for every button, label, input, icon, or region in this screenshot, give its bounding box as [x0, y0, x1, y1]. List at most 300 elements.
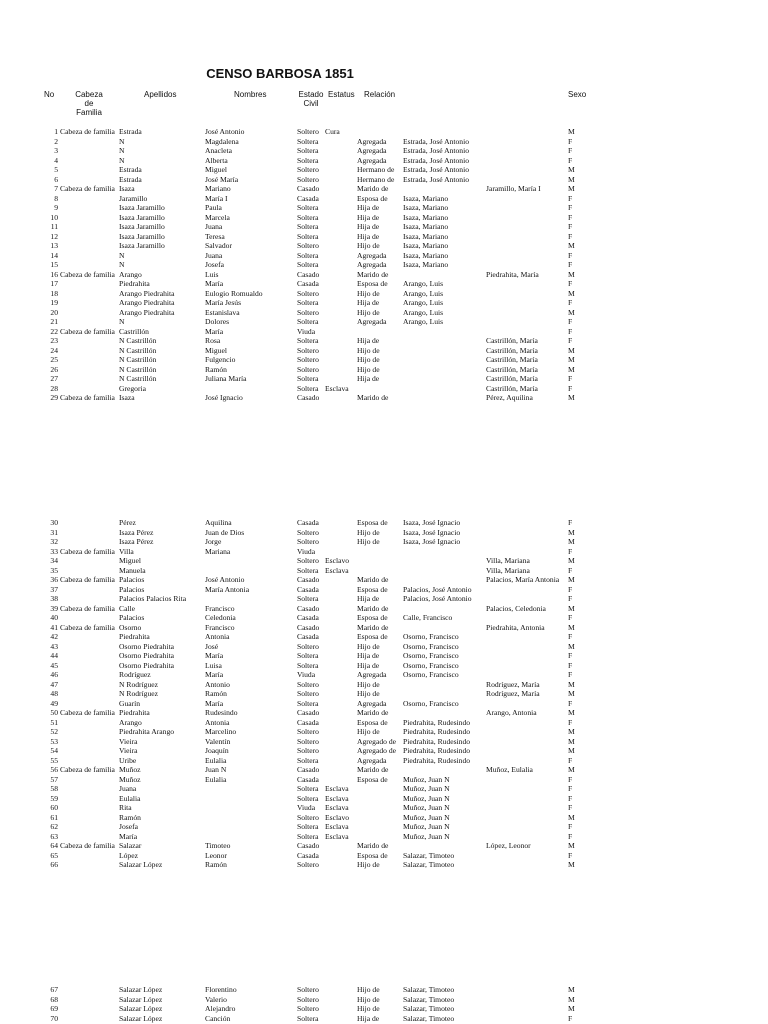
cell-nombres: Leonor [205, 850, 227, 860]
cell-referencia: Piedrahita, Rudesindo [403, 755, 471, 765]
cell-nombres: Anacleta [205, 146, 232, 155]
cell-sexo: M [568, 1004, 575, 1013]
cell-apellidos: N [119, 155, 125, 165]
cell-referencia: Estrada, José Antonio [403, 155, 470, 165]
cell-estado-civil: Soltero [297, 985, 319, 994]
table-row [0, 556, 768, 566]
cell-sexo: M [568, 679, 575, 689]
cell-relacion: Hijo de [357, 1004, 380, 1013]
cell-sexo: F [568, 793, 573, 803]
cell-estado-civil: Casada [297, 193, 319, 203]
cell-nombres: Fulgencio [205, 355, 236, 364]
cell-estado-civil: Soltera [297, 136, 319, 146]
cell-row-number: 28 [50, 383, 58, 393]
cell-referencia: Muñoz, Juan N [403, 822, 450, 831]
cell-row-number: 18 [50, 288, 58, 298]
cell-row-number: 10 [50, 212, 58, 222]
cell-estado-civil: Soltero [297, 860, 319, 869]
cell-estado-civil: Casado [297, 841, 320, 850]
cell-cabeza-de-familia: Cabeza de familia [60, 184, 115, 193]
cell-estado-civil: Viuda [297, 670, 316, 679]
cell-sexo: F [568, 326, 573, 336]
table-row [0, 547, 768, 557]
cell-estado-civil: Soltero [297, 1004, 319, 1013]
table-row [0, 851, 768, 861]
table-row [0, 222, 768, 232]
cell-sexo: F [568, 136, 573, 146]
cell-estado-civil: Casado [297, 708, 320, 717]
cell-row-number: 65 [50, 850, 58, 860]
cell-estado-civil: Soltero [297, 556, 319, 565]
cell-estatus: Esclavo [325, 556, 350, 565]
cell-row-number: 35 [50, 565, 58, 575]
cell-relacion: Hija de [357, 298, 380, 307]
cell-apellidos: Arango [119, 717, 142, 727]
cell-row-number: 36 [50, 575, 58, 584]
cell-apellidos: Castrillón [119, 326, 149, 336]
cell-sexo: F [568, 584, 573, 594]
cell-row-number: 57 [50, 774, 58, 784]
cell-row-number: 40 [50, 613, 58, 622]
cell-relacion: Hijo de [357, 994, 380, 1004]
cell-estado-civil: Casada [297, 584, 319, 594]
cell-referencia: Muñoz, Juan N [403, 831, 450, 841]
cell-row-number: 53 [50, 736, 58, 746]
cell-apellidos: Palacios [119, 575, 145, 584]
cell-estatus: Esclava [325, 565, 349, 575]
cell-nombres: Mariano [205, 184, 231, 193]
cell-row-number: 55 [50, 755, 58, 765]
table-row [0, 1014, 768, 1024]
cell-relacion: Marido de [357, 393, 389, 402]
cell-sexo: F [568, 222, 573, 231]
cell-estado-civil: Casada [297, 632, 319, 641]
cell-relacion: Marido de [357, 184, 389, 193]
cell-apellidos: Isaza Jaramillo [119, 231, 165, 241]
cell-sexo: M [568, 355, 575, 364]
cell-relacion: Marido de [357, 269, 389, 279]
cell-referencia: Osorno, Francisco [403, 651, 459, 660]
cell-estado-civil: Soltera [297, 660, 319, 670]
cell-cabeza-de-familia: Cabeza de familia [60, 127, 115, 136]
cell-nombres: Celedonia [205, 613, 236, 622]
cell-sexo: F [568, 374, 573, 383]
cell-apellidos: Isaza [119, 393, 135, 402]
cell-estado-civil: Soltero [297, 641, 319, 651]
cell-row-number: 42 [50, 632, 58, 641]
cell-sexo: M [568, 345, 575, 355]
cell-nombres: Jorge [205, 537, 222, 546]
cell-relacion: Agregada [357, 317, 387, 326]
cell-estado-civil: Soltera [297, 222, 319, 231]
cell-apellidos: Estrada [119, 165, 142, 174]
cell-relacion: Hijo de [357, 641, 380, 651]
cell-sexo: F [568, 660, 573, 670]
cell-estado-civil: Soltero [297, 355, 319, 364]
table-row [0, 651, 768, 661]
table-row [0, 384, 768, 394]
cell-row-number: 8 [54, 193, 58, 203]
cell-nombres: Eulalia [205, 774, 227, 784]
cell-apellidos: Estrada [119, 127, 142, 136]
cell-sexo: F [568, 279, 573, 288]
cell-apellidos: Palacios Palacios Rita [119, 594, 187, 603]
cell-apellidos: Arango Piedrahita [119, 307, 175, 317]
cell-estado-civil: Soltera [297, 831, 319, 841]
cell-sexo: F [568, 717, 573, 727]
cell-estado-civil: Soltera [297, 203, 319, 212]
cell-apellidos: Guarín [119, 698, 141, 708]
cell-sexo: M [568, 241, 575, 250]
cell-relacion: Hija de [357, 212, 380, 222]
cell-sexo: M [568, 812, 575, 822]
cell-row-number: 11 [50, 222, 58, 231]
cell-nombres: María [205, 651, 224, 660]
cell-sexo: M [568, 364, 575, 374]
cell-referencia-cabeza: Castrillón, María [486, 336, 538, 345]
cell-sexo: M [568, 641, 575, 651]
table-row [0, 575, 768, 585]
cell-apellidos: Arango [119, 269, 142, 279]
table-row [0, 346, 768, 356]
cell-estado-civil: Viuda [297, 326, 316, 336]
cell-row-number: 34 [50, 556, 58, 565]
table-row [0, 355, 768, 365]
cell-relacion: Hijo de [357, 727, 380, 736]
cell-relacion: Hija de [357, 203, 380, 212]
cell-nombres: Rudesindo [205, 708, 238, 717]
cell-row-number: 67 [50, 985, 58, 994]
cell-sexo: M [568, 985, 575, 994]
cell-row-number: 60 [50, 803, 58, 812]
cell-estado-civil: Soltero [297, 345, 319, 355]
cell-nombres: Florentino [205, 985, 237, 994]
cell-apellidos: María [119, 831, 138, 841]
cell-row-number: 56 [50, 765, 58, 774]
table-row [0, 308, 768, 318]
cell-nombres: Juan de Dios [205, 527, 245, 537]
cell-sexo: M [568, 307, 575, 317]
cell-referencia-cabeza: Palacios, Celedonia [486, 603, 546, 613]
cell-row-number: 7 [54, 184, 58, 193]
cell-referencia-cabeza: López, Leonor [486, 841, 531, 850]
cell-estado-civil: Soltera [297, 594, 319, 603]
cell-apellidos: Piedrahita [119, 632, 150, 641]
table-row [0, 832, 768, 842]
cell-estado-civil: Soltera [297, 146, 319, 155]
cell-cabeza-de-familia: Cabeza de familia [60, 326, 115, 336]
cell-row-number: 66 [50, 860, 58, 869]
cell-nombres: Antonia [205, 632, 230, 641]
cell-nombres: Francisco [205, 603, 235, 613]
cell-sexo: M [568, 556, 575, 565]
cell-row-number: 5 [54, 165, 58, 174]
cell-apellidos: Muñoz [119, 774, 141, 784]
cell-cabeza-de-familia: Cabeza de familia [60, 546, 115, 556]
cell-nombres: Alberta [205, 155, 228, 165]
cell-apellidos: N [119, 136, 125, 146]
cell-sexo: F [568, 250, 573, 260]
table-row [0, 642, 768, 652]
cell-estado-civil: Soltera [297, 260, 319, 269]
cell-row-number: 37 [50, 584, 58, 594]
cell-referencia-cabeza: Piedrahita, María [486, 269, 539, 279]
cell-referencia-cabeza: Castrillón, María [486, 374, 538, 383]
cell-sexo: F [568, 594, 573, 603]
cell-row-number: 25 [50, 355, 58, 364]
cell-relacion: Hijo de [357, 860, 380, 869]
cell-sexo: M [568, 165, 575, 174]
cell-referencia: Salazar, Timoteo [403, 1013, 455, 1023]
cell-apellidos: Uribe [119, 755, 137, 765]
table-row [0, 794, 768, 804]
cell-nombres: Luis [205, 269, 219, 279]
table-row [0, 756, 768, 766]
cell-apellidos: Vieira [119, 736, 138, 746]
cell-nombres: Valentín [205, 736, 231, 746]
cell-apellidos: Vieira [119, 746, 138, 755]
cell-estado-civil: Casado [297, 765, 320, 774]
cell-nombres: María Antonia [205, 584, 250, 594]
cell-nombres: Miguel [205, 165, 227, 174]
table-row [0, 146, 768, 156]
cell-nombres: Canción [205, 1013, 231, 1023]
cell-row-number: 2 [54, 136, 58, 146]
cell-referencia: Muñoz, Juan N [403, 803, 450, 812]
cell-estado-civil: Soltera [297, 298, 319, 307]
cell-relacion: Hijo de [357, 241, 380, 250]
cell-row-number: 21 [50, 317, 58, 326]
cell-nombres: Paula [205, 203, 222, 212]
cell-estado-civil: Soltera [297, 651, 319, 660]
cell-nombres: María I [205, 193, 228, 203]
table-row [0, 708, 768, 718]
cell-row-number: 61 [50, 812, 58, 822]
cell-estado-civil: Casado [297, 393, 320, 402]
cell-apellidos: Isaza Pérez [119, 527, 154, 537]
cell-estado-civil: Soltera [297, 250, 319, 260]
cell-sexo: F [568, 518, 573, 527]
table-row [0, 803, 768, 813]
table-row [0, 289, 768, 299]
cell-sexo: F [568, 698, 573, 708]
cell-relacion: Hija de [357, 222, 380, 231]
table-row [0, 765, 768, 775]
cell-relacion: Esposa de [357, 613, 388, 622]
cell-sexo: M [568, 994, 575, 1004]
cell-estatus: Cura [325, 127, 340, 136]
cell-apellidos: Salazar [119, 841, 142, 850]
cell-referencia: Arango, Luis [403, 298, 444, 307]
cell-sexo: F [568, 203, 573, 212]
cell-apellidos: N Castrillón [119, 336, 157, 345]
cell-nombres: Juan N [205, 765, 227, 774]
cell-estado-civil: Casado [297, 622, 320, 632]
cell-estado-civil: Soltero [297, 288, 319, 298]
cell-apellidos: N [119, 146, 125, 155]
cell-row-number: 32 [50, 537, 58, 546]
cell-referencia: Estrada, José Antonio [403, 165, 470, 174]
cell-row-number: 44 [50, 651, 58, 660]
cell-relacion: Marido de [357, 765, 389, 774]
cell-referencia-cabeza: Castrillón, María [486, 355, 538, 364]
cell-estado-civil: Casada [297, 613, 319, 622]
cell-estado-civil: Soltera [297, 793, 319, 803]
cell-cabeza-de-familia: Cabeza de familia [60, 841, 115, 850]
cell-nombres: Timoteo [205, 841, 231, 850]
cell-relacion: Esposa de [357, 279, 388, 288]
cell-nombres: José Ignacio [205, 393, 243, 402]
cell-nombres: Juana [205, 222, 223, 231]
table-row [0, 528, 768, 538]
cell-estado-civil: Casado [297, 184, 320, 193]
table-row [0, 232, 768, 242]
cell-row-number: 30 [50, 518, 58, 527]
table-row [0, 127, 768, 137]
table-row [0, 298, 768, 308]
cell-apellidos: Arango Piedrahita [119, 288, 175, 298]
cell-nombres: Juana [205, 250, 223, 260]
cell-apellidos: Isaza Jaramillo [119, 203, 165, 212]
table-row [0, 613, 768, 623]
cell-referencia-cabeza: Rodríguez, María [486, 679, 540, 689]
cell-referencia: Palacios, José Antonio [403, 584, 472, 594]
table-row [0, 365, 768, 375]
cell-estado-civil: Soltero [297, 241, 319, 250]
cell-row-number: 20 [50, 307, 58, 317]
cell-relacion: Hijo de [357, 985, 380, 994]
cell-relacion: Marido de [357, 603, 389, 613]
cell-row-number: 58 [50, 784, 58, 793]
cell-apellidos: Salazar López [119, 985, 163, 994]
cell-relacion: Agregada [357, 755, 387, 765]
cell-referencia: Salazar, Timoteo [403, 994, 455, 1004]
cell-referencia: Arango, Luis [403, 317, 444, 326]
cell-sexo: F [568, 651, 573, 660]
cell-estatus: Esclava [325, 831, 349, 841]
cell-row-number: 16 [50, 269, 58, 279]
cell-row-number: 29 [50, 393, 58, 402]
cell-nombres: Ramón [205, 689, 227, 698]
cell-sexo: M [568, 575, 575, 584]
cell-estado-civil: Soltero [297, 127, 319, 136]
cell-sexo: F [568, 336, 573, 345]
cell-estado-civil: Soltera [297, 231, 319, 241]
cell-sexo: F [568, 383, 573, 393]
cell-sexo: F [568, 774, 573, 784]
cell-nombres: María [205, 326, 224, 336]
cell-sexo: F [568, 155, 573, 165]
cell-referencia: Calle, Francisco [403, 613, 453, 622]
cell-nombres: María [205, 279, 224, 288]
cell-referencia-cabeza: Villa, Mariana [486, 565, 530, 575]
cell-row-number: 50 [50, 708, 58, 717]
cell-referencia: Muñoz, Juan N [403, 784, 450, 793]
cell-apellidos: Rodríguez [119, 670, 151, 679]
cell-apellidos: Eulalia [119, 793, 141, 803]
cell-referencia: Osorno, Francisco [403, 698, 459, 708]
cell-referencia: Isaza, Mariano [403, 222, 449, 231]
table-row [0, 317, 768, 327]
cell-sexo: F [568, 831, 573, 841]
cell-relacion: Esposa de [357, 774, 388, 784]
cell-sexo: F [568, 193, 573, 203]
cell-row-number: 51 [50, 717, 58, 727]
header-cabeza-de-familia [72, 90, 106, 117]
table-row [0, 995, 768, 1005]
cell-relacion: Hija de [357, 1013, 380, 1023]
cell-estado-civil: Casada [297, 850, 319, 860]
cell-apellidos: Salazar López [119, 994, 163, 1004]
cell-sexo: F [568, 1013, 573, 1023]
cell-relacion: Marido de [357, 622, 389, 632]
table-row [0, 689, 768, 699]
cell-apellidos: Gregoria [119, 383, 146, 393]
header-relacion: Relación [364, 90, 396, 99]
cell-row-number: 33 [50, 546, 58, 556]
cell-apellidos: N Castrillón [119, 364, 157, 374]
cell-relacion: Agregada [357, 698, 387, 708]
cell-nombres: Eulalia [205, 755, 227, 765]
cell-relacion: Hija de [357, 660, 380, 670]
cell-row-number: 22 [50, 326, 58, 336]
cell-apellidos: Piedrahita Arango [119, 727, 175, 736]
cell-referencia: Salazar, Timoteo [403, 850, 455, 860]
table-row [0, 137, 768, 147]
header-estado-civil [296, 90, 326, 108]
cell-estado-civil: Soltero [297, 679, 319, 689]
cell-row-number: 23 [50, 336, 58, 345]
cell-apellidos: Osorno Piedrahita [119, 660, 175, 670]
cell-relacion: Hermano de [357, 165, 395, 174]
cell-apellidos: N Castrillón [119, 345, 157, 355]
cell-nombres: Rosa [205, 336, 221, 345]
cell-referencia: Isaza, José Ignacio [403, 527, 461, 537]
cell-row-number: 69 [50, 1004, 58, 1013]
cell-row-number: 27 [50, 374, 58, 383]
table-row [0, 184, 768, 194]
table-row [0, 746, 768, 756]
cell-apellidos: Estrada [119, 174, 142, 184]
cell-referencia-cabeza: Villa, Mariana [486, 556, 530, 565]
cell-row-number: 4 [54, 155, 58, 165]
cell-sexo: F [568, 231, 573, 241]
cell-referencia: Isaza, Mariano [403, 231, 449, 241]
cell-apellidos: Osorno Piedrahita [119, 641, 175, 651]
cell-nombres: Alejandro [205, 1004, 236, 1013]
cell-estado-civil: Casado [297, 575, 320, 584]
cell-nombres: Salvador [205, 241, 232, 250]
cell-referencia: Arango, Luis [403, 288, 444, 298]
cell-referencia-cabeza: Palacios, María Antonia [486, 575, 560, 584]
cell-nombres: Valerio [205, 994, 227, 1004]
table-row [0, 718, 768, 728]
cell-row-number: 62 [50, 822, 58, 831]
cell-sexo: M [568, 603, 575, 613]
table-row [0, 327, 768, 337]
cell-sexo: M [568, 269, 575, 279]
cell-apellidos: Isaza Jaramillo [119, 222, 165, 231]
cell-estatus: Esclavo [325, 812, 350, 822]
cell-referencia-cabeza: Castrillón, María [486, 345, 538, 355]
cell-apellidos: Josefa [119, 822, 138, 831]
cell-row-number: 12 [50, 231, 58, 241]
header-nombres: Nombres [234, 90, 267, 99]
table-row [0, 260, 768, 270]
cell-nombres: Teresa [205, 231, 225, 241]
cell-nombres: María [205, 698, 224, 708]
cell-cabeza-de-familia: Cabeza de familia [60, 393, 115, 402]
